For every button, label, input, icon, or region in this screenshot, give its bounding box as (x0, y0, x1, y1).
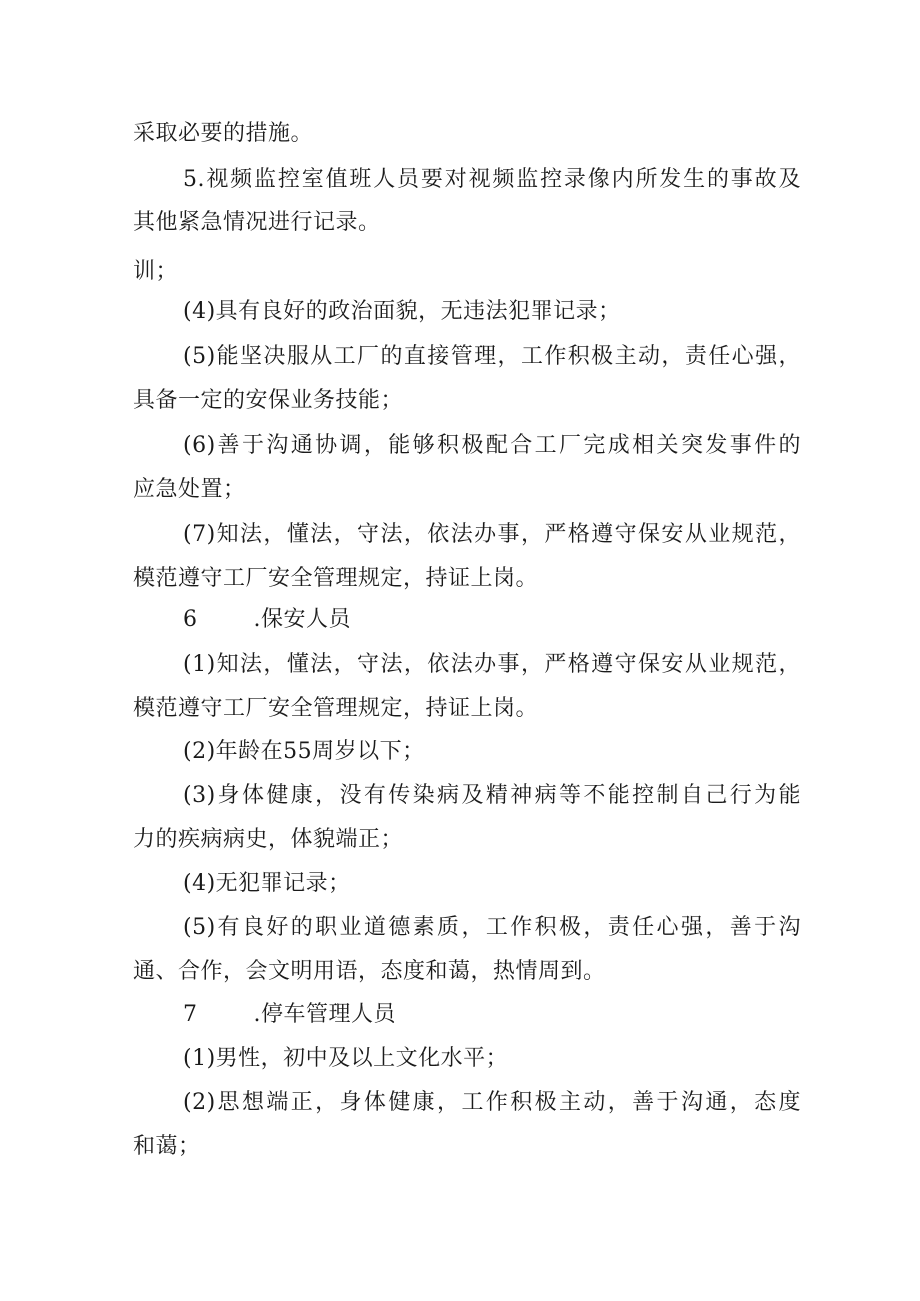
section-number: 7 (183, 1002, 198, 1027)
list-item: (4)无犯罪记录； (183, 871, 351, 896)
paragraph-line: 力的疾病病史，体貌端正； (133, 827, 404, 852)
list-item: (2)思想端正，身体健康，工作积极主动，善于沟通，态度 (183, 1090, 801, 1115)
list-item: (1)男性，初中及以上文化水平； (183, 1046, 509, 1071)
section-heading-parking-staff (183, 1000, 396, 1030)
paragraph-line: 模范遵守工厂安全管理规定，持证上岗。 (133, 566, 539, 591)
list-item: (4)具有良好的政治面貌，无违法犯罪记录； (183, 299, 621, 324)
paragraph-line: 其他紧急情况进行记录。 (133, 210, 381, 235)
list-item: (3)身体健康，没有传染病及精神病等不能控制自己行为能 (183, 783, 801, 808)
section-title: .保安人员 (253, 607, 351, 632)
section-number: 6 (183, 607, 198, 632)
paragraph-line: 5.视频监控室值班人员要对视频监控录像内所发生的事故及 (183, 167, 801, 192)
paragraph-line: 训； (133, 259, 179, 284)
list-item: (6)善于沟通协调，能够积极配合工厂完成相关突发事件的 (183, 433, 801, 458)
list-item: (1)知法，懂法，守法，依法办事，严格遵守保安从业规范， (183, 652, 801, 677)
paragraph-line: 模范遵守工厂安全管理规定，持证上岗。 (133, 696, 539, 721)
paragraph-line: 具备一定的安保业务技能； (133, 388, 404, 413)
paragraph-line: 采取必要的措施。 (133, 121, 314, 146)
list-item: (2)年龄在55周岁以下； (183, 739, 425, 764)
list-item: (5)能坚决服从工厂的直接管理，工作积极主动，责任心强， (183, 344, 801, 369)
list-item: (7)知法，懂法，守法，依法办事，严格遵守保安从业规范， (183, 522, 801, 547)
paragraph-line: 通、合作，会文明用语，态度和蔼，热情周到。 (133, 959, 606, 984)
section-heading-security-staff (183, 605, 351, 635)
section-title: .停车管理人员 (253, 1002, 396, 1027)
list-item: (5)有良好的职业道德素质，工作积极，责任心强，善于沟 (183, 915, 801, 940)
paragraph-line: 应急处置； (133, 477, 246, 502)
paragraph-line: 和蔼； (133, 1134, 201, 1159)
